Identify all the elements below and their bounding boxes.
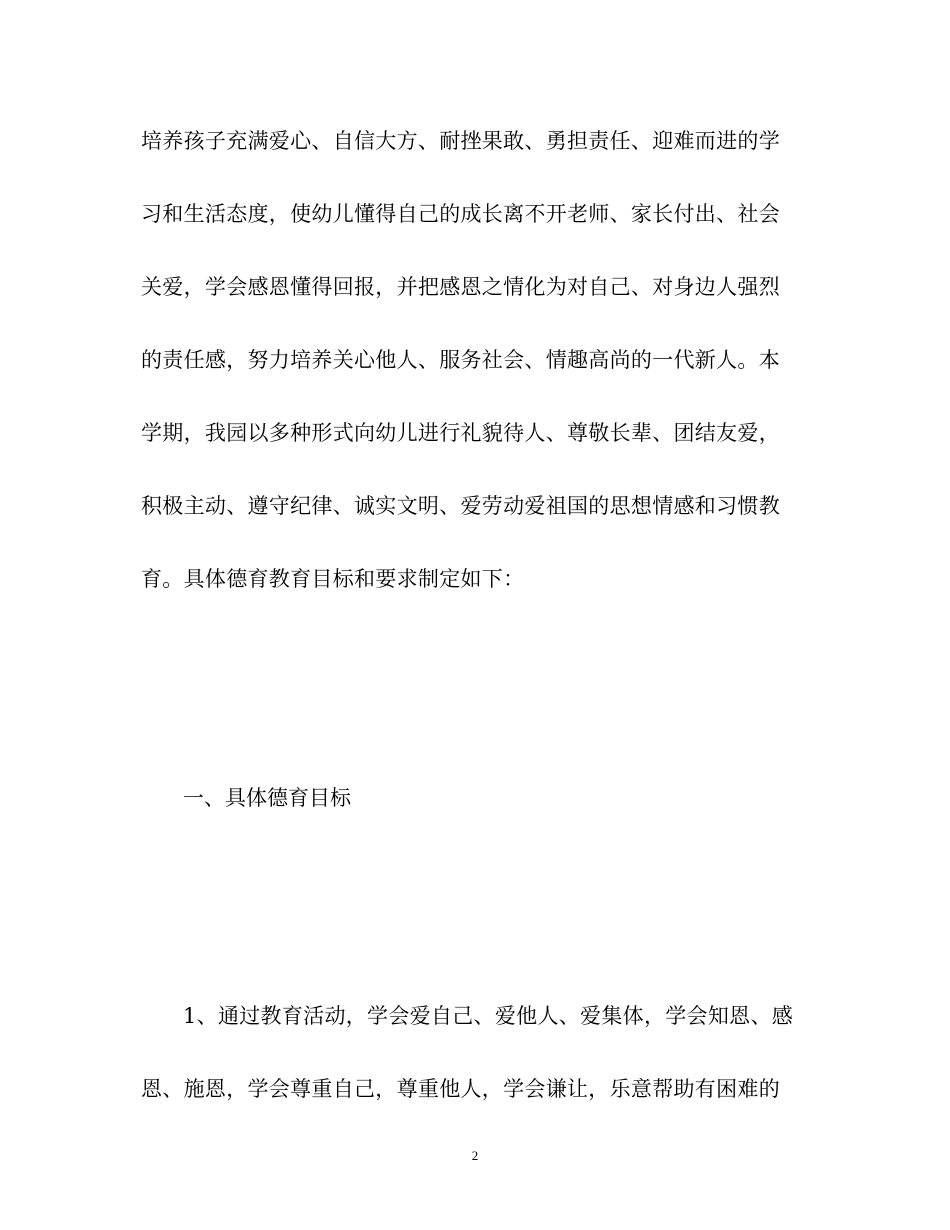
section-heading: 一、具体德育目标 [183,786,351,810]
paragraph-line: 积极主动、遵守纪律、诚实文明、爱劳动爱祖国的思想情感和习惯教 [141,494,780,518]
paragraph-line: 关爱，学会感恩懂得回报，并把感恩之情化为对自己、对身边人强烈 [141,275,780,299]
page-number: 2 [471,1148,479,1163]
paragraph-line: 恩、施恩，学会尊重自己，尊重他人，学会谦让，乐意帮助有困难的 [141,1077,780,1101]
paragraph-line: 学期，我园以多种形式向幼儿进行礼貌待人、尊敬长辈、团结友爱， [141,421,780,445]
paragraph-goal-1 [141,980,813,1126]
paragraph-line: 培养孩子充满爱心、自信大方、耐挫果敢、勇担责任、迎难而进的学 [141,129,780,153]
paragraph-line: 的责任感，努力培养关心他人、服务社会、情趣高尚的一代新人。本 [141,348,780,372]
paragraph-intro [141,105,813,616]
paragraph-line: 1、通过教育活动，学会爱自己、爱他人、爱集体，学会知恩、感 [183,1004,794,1028]
paragraph-line: 习和生活态度，使幼儿懂得自己的成长离不开老师、家长付出、社会 [141,202,780,226]
paragraph-line: 育。具体德育教育目标和要求制定如下： [141,567,525,591]
